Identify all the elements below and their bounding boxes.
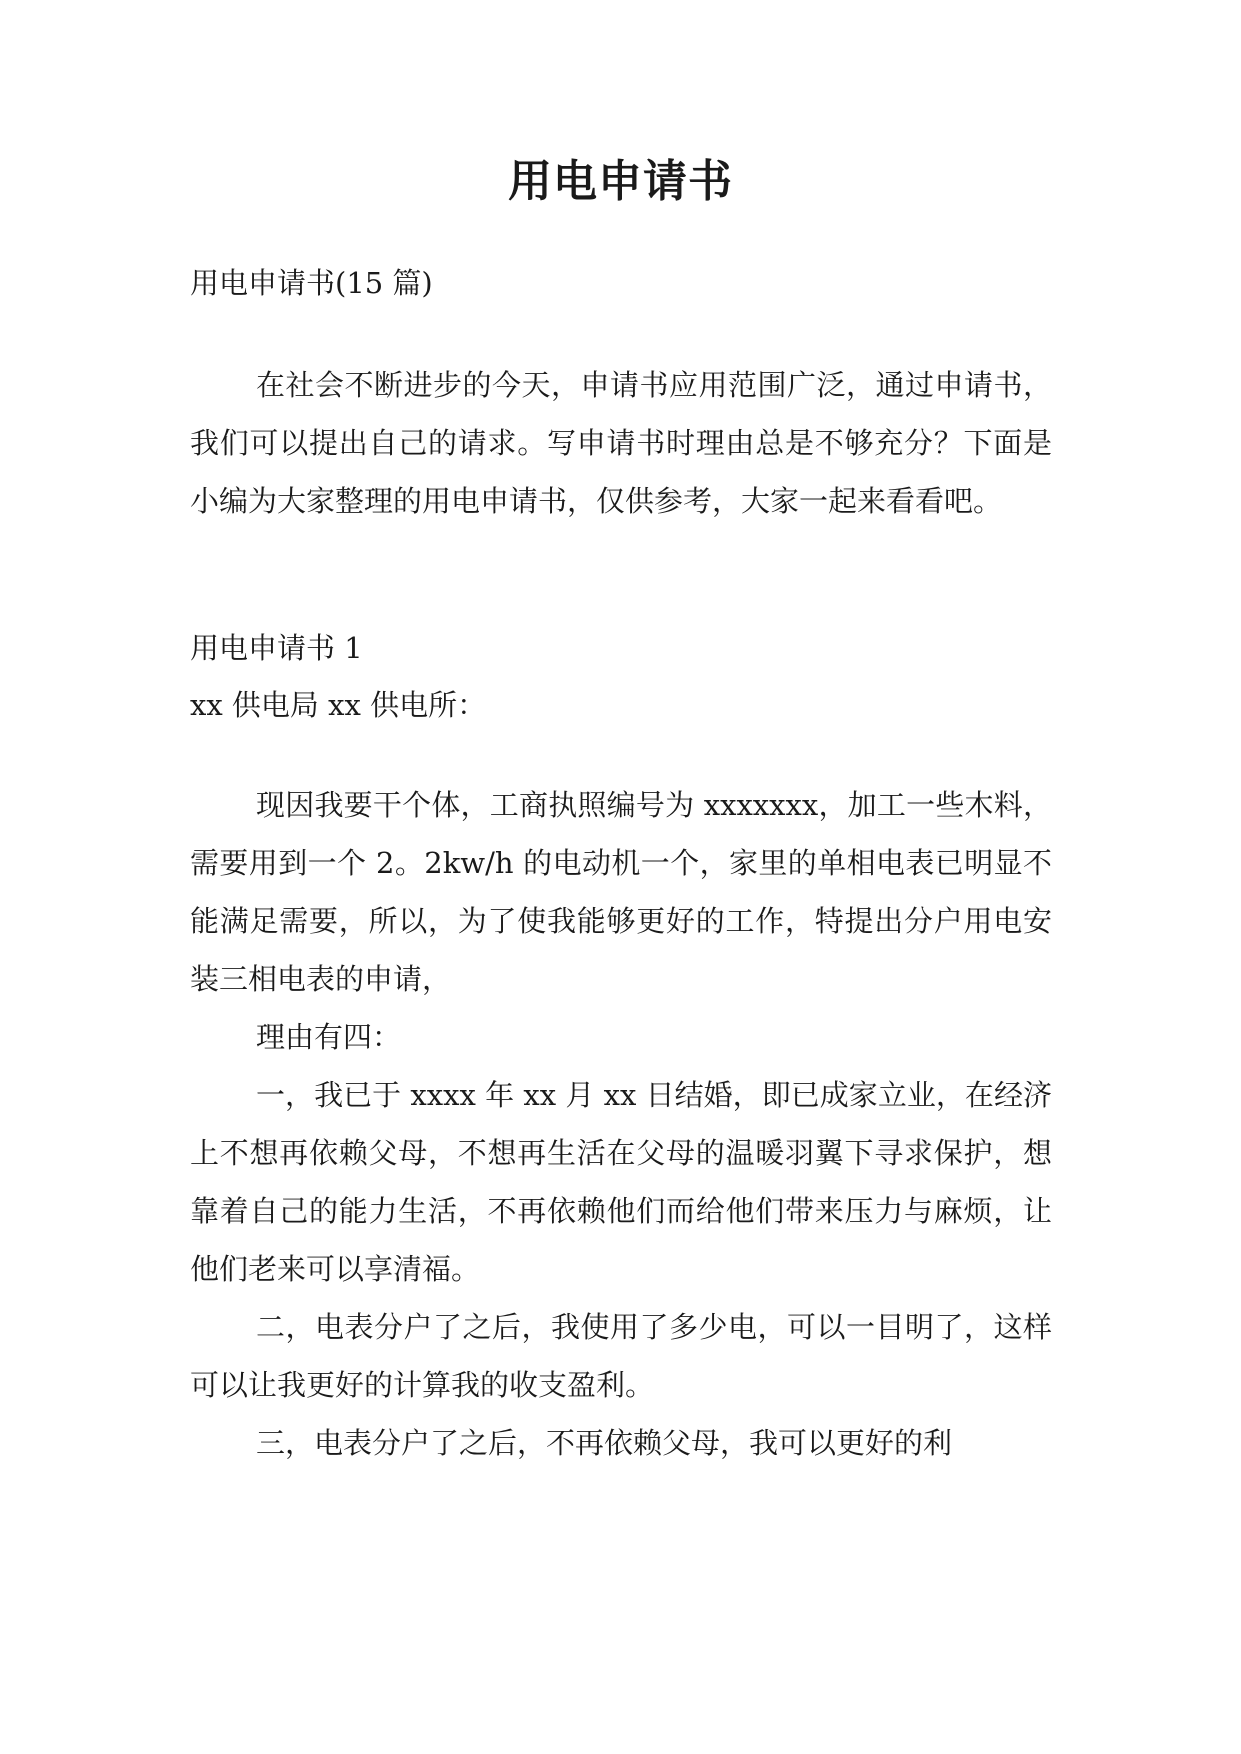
- reason-1: 一，我已于 xxxx 年 xx 月 xx 日结婚，即已成家立业，在经济上不想再依赖父母，不想再生活在父母的温暖羽翼下寻求保护，想靠着自己的能力生活，不再依赖他们而给他们带来压力与麻烦，让他们老来可以享清福。: [190, 1078, 1052, 1286]
- reasons-intro: 理由有四：: [256, 1020, 402, 1054]
- document-subtitle: [190, 254, 1052, 312]
- section-heading-text: 用电申请书 1: [190, 631, 363, 665]
- letter-body: [190, 776, 1052, 1472]
- document-title: 用电申请书: [508, 156, 733, 207]
- section-heading: [190, 619, 1052, 677]
- intro-paragraph: [190, 356, 1052, 530]
- subtitle-text: 用电申请书(15 篇): [190, 266, 433, 300]
- salutation-text: xx 供电局 xx 供电所：: [190, 688, 487, 722]
- reason-2: 二，电表分户了之后，我使用了多少电，可以一目明了，这样可以让我更好的计算我的收支盈利。: [190, 1310, 1052, 1402]
- reason-3: 三，电表分户了之后，不再依赖父母，我可以更好的利: [256, 1426, 953, 1460]
- salutation: [190, 676, 1052, 734]
- intro-text: 在社会不断进步的今天，申请书应用范围广泛，通过申请书，我们可以提出自己的请求。写申请书时理由总是不够充分？下面是小编为大家整理的用电申请书，仅供参考，大家一起来看看吧。: [190, 368, 1052, 518]
- body-paragraph: 现因我要干个体，工商执照编号为 xxxxxxx，加工一些木料，需要用到一个 2。2kw/h 的电动机一个，家里的单相电表已明显不能满足需要，所以，为了使我能够更好的工作，特提出分户用电安装三相电表的申请，: [190, 788, 1052, 996]
